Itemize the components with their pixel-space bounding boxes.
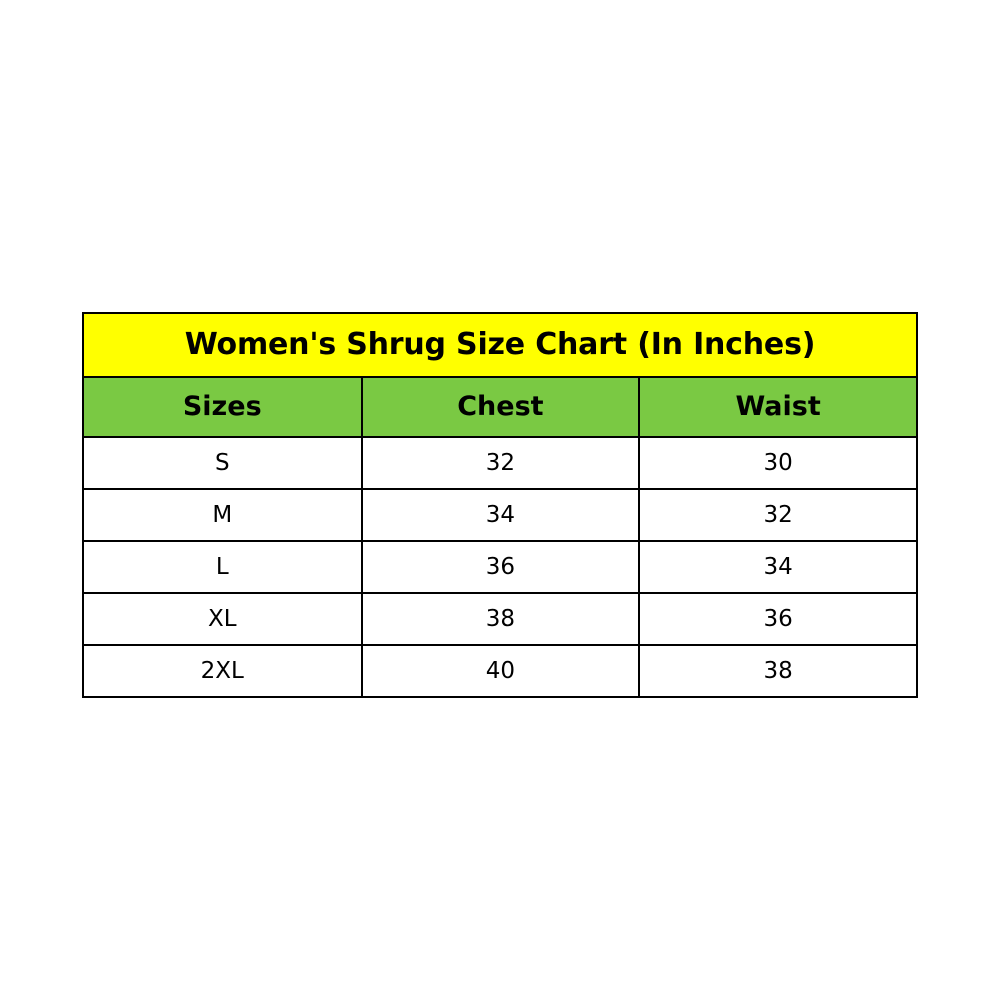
cell-waist: 32 — [639, 489, 917, 541]
cell-chest: 32 — [362, 437, 640, 489]
table-row — [83, 593, 917, 645]
cell-size: XL — [83, 593, 362, 645]
column-header-waist: Waist — [639, 377, 917, 437]
table-row — [83, 541, 917, 593]
cell-size: S — [83, 437, 362, 489]
table-row — [83, 645, 917, 697]
cell-size: L — [83, 541, 362, 593]
cell-chest: 38 — [362, 593, 640, 645]
size-chart-table — [82, 312, 918, 698]
cell-waist: 38 — [639, 645, 917, 697]
column-header-chest: Chest — [362, 377, 640, 437]
table-row — [83, 489, 917, 541]
table-header-row — [83, 377, 917, 437]
size-chart-container — [82, 312, 918, 698]
cell-waist: 36 — [639, 593, 917, 645]
cell-chest: 40 — [362, 645, 640, 697]
chart-title-row — [83, 313, 917, 377]
table-row — [83, 437, 917, 489]
cell-waist: 30 — [639, 437, 917, 489]
column-header-sizes: Sizes — [83, 377, 362, 437]
cell-chest: 36 — [362, 541, 640, 593]
cell-size: 2XL — [83, 645, 362, 697]
cell-size: M — [83, 489, 362, 541]
cell-chest: 34 — [362, 489, 640, 541]
cell-waist: 34 — [639, 541, 917, 593]
chart-title: Women's Shrug Size Chart (In Inches) — [83, 313, 917, 377]
